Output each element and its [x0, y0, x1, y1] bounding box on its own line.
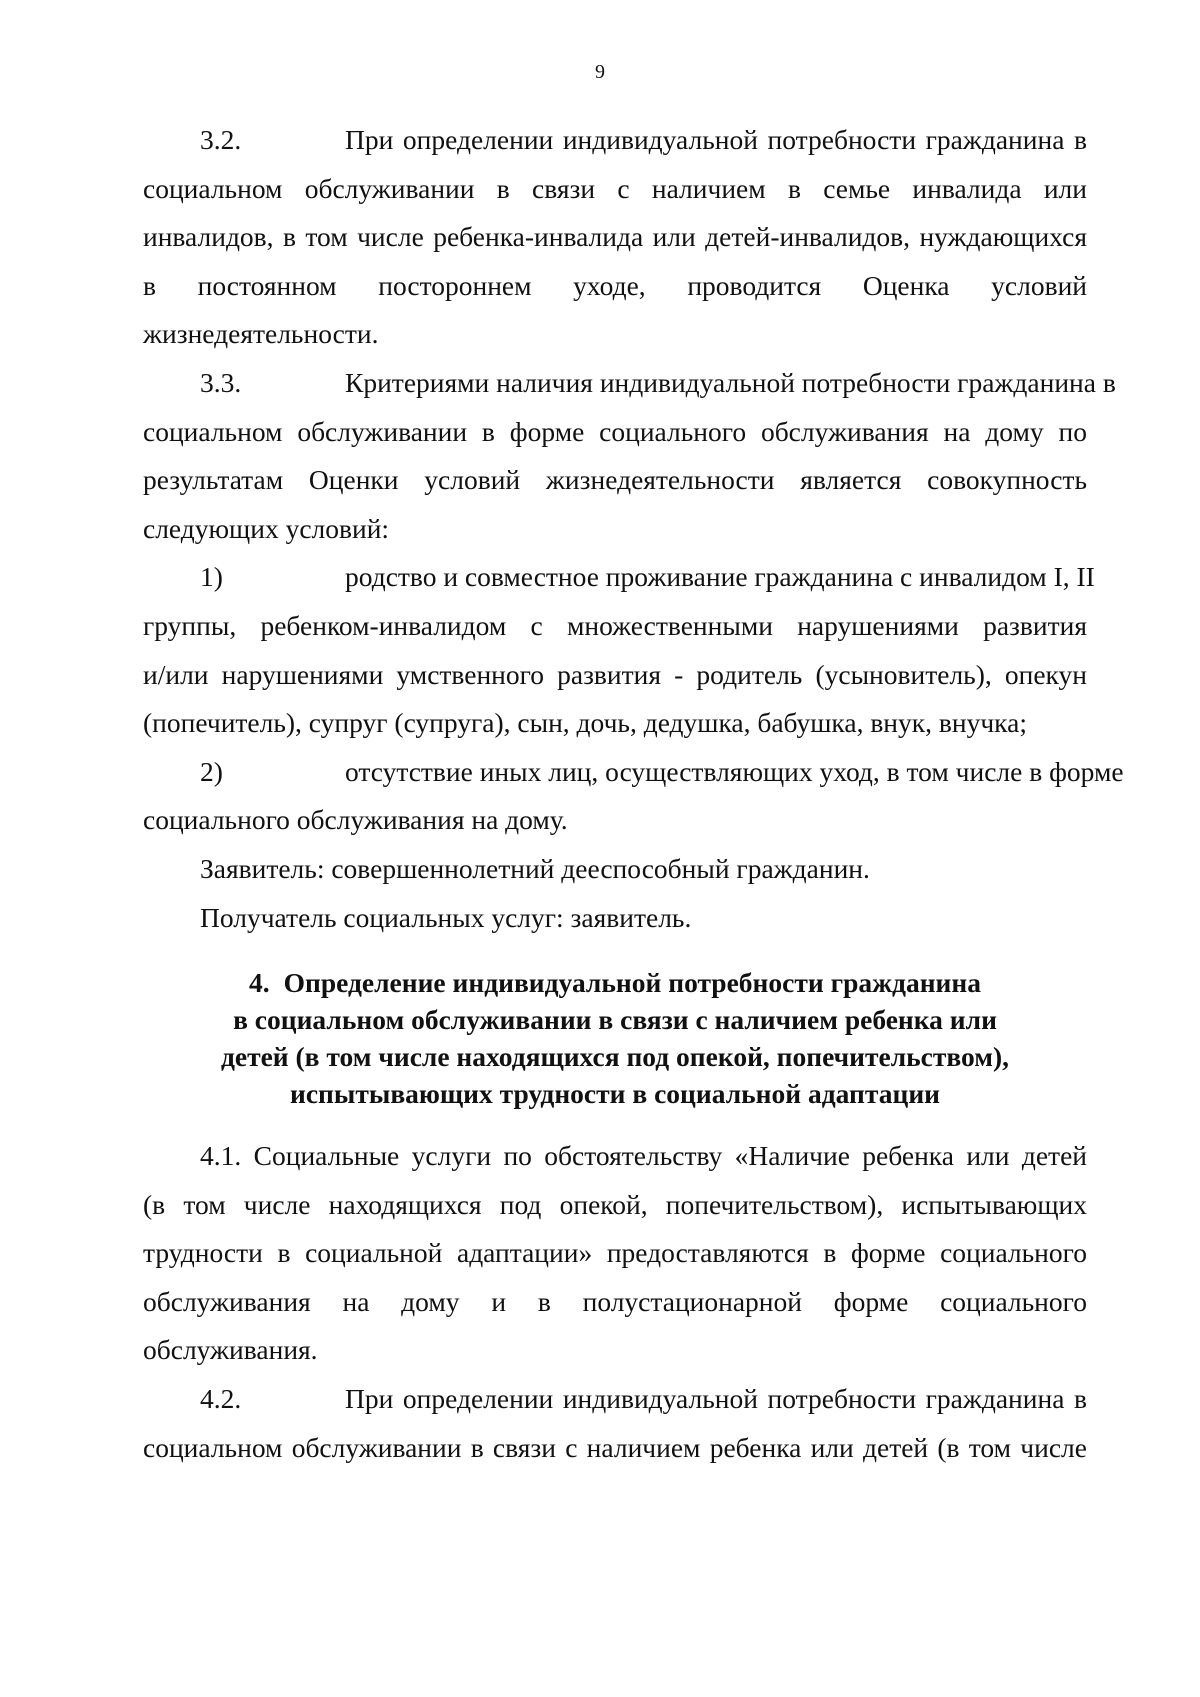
heading-line: испытывающих трудности в социальной адаптации — [289, 1078, 941, 1110]
paragraph-line: группы, ребенком-инвалидом с множественными нарушениями развития — [143, 609, 1087, 641]
paragraph-line: трудности в социальной адаптации» предоставляются в форме социального — [143, 1237, 1087, 1269]
list-item-number: 2) — [200, 755, 223, 787]
document-body — [143, 116, 1124, 1472]
paragraph-line: обслуживания. — [143, 1334, 318, 1366]
list-item-2 — [143, 748, 1124, 845]
paragraph-3-3 — [143, 359, 1116, 553]
paragraph-line: 4.1. Социальные услуги по обстоятельству «Наличие ребенка или детей — [200, 1140, 1087, 1172]
paragraph-3-2 — [143, 116, 1087, 359]
applicant-text: Заявитель: совершеннолетний дееспособный гражданин. — [200, 852, 870, 884]
heading-line: в социальном обслуживании в связи с наличием ребенка или — [233, 1004, 997, 1036]
paragraph-line: (попечитель), супруг (супруга), сын, дочь, дедушка, бабушка, внук, внучка; — [143, 707, 1027, 739]
paragraph-line: инвалидов, в том числе ребенка-инвалида или детей-инвалидов, нуждающихся — [143, 221, 1087, 253]
heading-line: детей (в том числе находящихся под опекой, попечительством), — [220, 1041, 1010, 1073]
paragraph-line: социальном обслуживании в связи с наличием в семье инвалида или — [143, 172, 1087, 204]
paragraph-4-2 — [143, 1375, 1087, 1472]
applicant-paragraph — [143, 845, 1087, 894]
paragraph-number: 3.2. — [200, 124, 242, 155]
list-item-1 — [143, 553, 1095, 747]
paragraph-line: социального обслуживания на дому. — [143, 804, 568, 836]
paragraph-line: социальном обслуживании в форме социального обслуживания на дому по — [143, 415, 1087, 447]
paragraph-line: 3.3. Критериями наличия индивидуальной потребности гражданина в — [143, 359, 1087, 408]
paragraph-line: в постоянном постороннем уходе, проводится Оценка условий — [143, 269, 1087, 301]
paragraph-line: (в том числе находящихся под опекой, попечительством), испытывающих — [143, 1188, 1087, 1220]
paragraph-line: 4.2. При определении индивидуальной потребности гражданина в — [143, 1375, 1087, 1424]
paragraph-line: 1) родство и совместное проживание гражданина с инвалидом I, II — [143, 553, 1087, 602]
paragraph-line: социальном обслуживании в связи с наличием ребенка или детей (в том числе — [143, 1431, 1087, 1463]
paragraph-number: 3.3. — [200, 366, 242, 398]
paragraph-line: 3.2. При определении индивидуальной потребности гражданина в — [143, 116, 1087, 165]
paragraph-4-1 — [143, 1132, 1087, 1375]
list-item-number: 1) — [200, 561, 223, 593]
page-number: 9 — [595, 61, 605, 83]
paragraph-line: и/или нарушениями умственного развития - родитель (усыновитель), опекун — [143, 658, 1087, 690]
paragraph-line: жизнедеятельности. — [143, 318, 379, 350]
paragraph-number: 4.2. — [200, 1383, 242, 1415]
heading-line: 4. Определение индивидуальной потребности гражданина — [143, 964, 1087, 1001]
paragraph-line: обслуживания на дому и в полустационарной форме социального — [143, 1285, 1087, 1317]
heading-number: 4. — [248, 967, 270, 999]
paragraph-line: 2) отсутствие иных лиц, осуществляющих уход, в том числе в форме — [143, 748, 1087, 797]
paragraph-line: следующих условий: — [143, 512, 390, 544]
recipient-paragraph — [143, 894, 1087, 943]
recipient-text: Получатель социальных услуг: заявитель. — [200, 901, 692, 933]
paragraph-line: результатам Оценки условий жизнедеятельности является совокупность — [143, 464, 1087, 496]
section-4-heading — [143, 964, 1087, 1132]
